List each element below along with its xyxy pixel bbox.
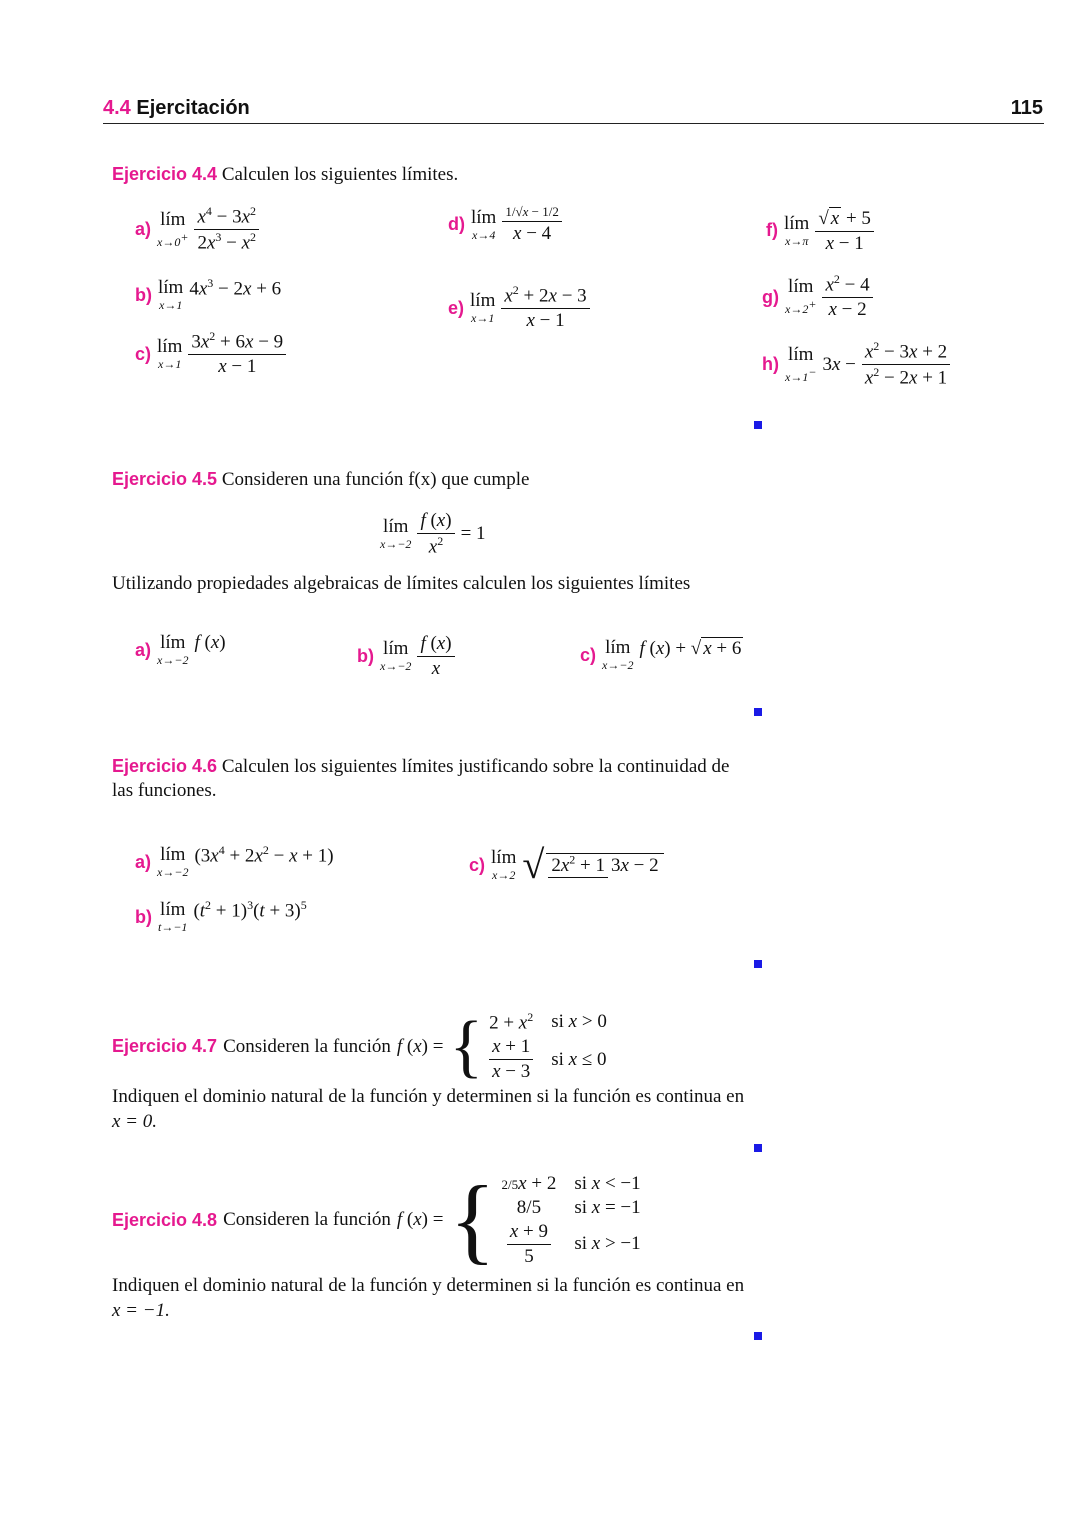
limit-operator: lím x→0+ <box>157 209 189 250</box>
display-equation: lím x→−2 $\frac{f (x)}{x^2}$ = 1 <box>380 510 486 558</box>
left-brace: { <box>449 1166 496 1273</box>
item-label: f) <box>766 220 778 241</box>
fraction: $\frac{x^4 - 3x^2}{2x^3 - x^2}$ <box>194 205 259 254</box>
left-brace: { <box>449 1007 484 1085</box>
exercise-4-4-item-a <box>135 205 259 254</box>
expression: $4x^3 - 2x + 6$ <box>189 275 282 300</box>
exercise-text: Indiquen el dominio natural de la función y determinen si la función es continua en <box>112 1086 745 1107</box>
exercise-intro: Consideren la función <box>223 1035 391 1057</box>
exercise-4-4-item-d <box>448 205 562 245</box>
limit-operator: lím x→1 <box>470 289 496 325</box>
exercise-intro-continued: las funciones. <box>112 780 217 801</box>
section-header <box>103 97 250 120</box>
header-rule <box>103 123 1044 124</box>
exercise-4-6-item-c: c) lím x→2 √ $2x^2 + 1$ 3x − 2 <box>469 845 664 885</box>
exercise-label: Ejercicio 4.8 <box>112 1209 218 1230</box>
item-label: b) <box>357 645 374 666</box>
exercise-intro: Consideren una función f(x) que cumple <box>221 469 530 490</box>
item-label: c) <box>469 854 486 875</box>
exercise-label: Ejercicio 4.4 <box>112 164 218 184</box>
end-of-exercise-mark <box>754 708 762 716</box>
item-label: h) <box>762 354 779 375</box>
limit-operator: lím x→1 <box>157 335 183 371</box>
exercise-4-5-item-c: c) lím x→−2 f (x) + √ x + 6 <box>580 637 742 672</box>
end-of-exercise-mark <box>754 421 762 429</box>
fraction: $\frac{3x^2 + 6x - 9}{x - 1}$ <box>188 330 286 378</box>
fraction: $2x^2 + 1$ 3x − 2 <box>546 853 663 877</box>
page-number: 115 <box>1010 97 1043 119</box>
item-label: a) <box>135 639 152 660</box>
item-label: c) <box>580 644 597 665</box>
limit-operator: lím x→−2 <box>157 844 189 879</box>
item-label: d) <box>448 214 465 235</box>
exercise-label: Ejercicio 4.7 <box>112 1036 218 1056</box>
item-label: a) <box>135 219 152 240</box>
exercise-4-4-item-e <box>448 284 590 332</box>
exercise-4-5-heading <box>112 469 529 491</box>
limit-operator: lím x→1 <box>158 277 184 312</box>
end-of-exercise-mark <box>754 1332 762 1340</box>
exercise-intro: Calculen los siguientes límites. <box>221 164 459 185</box>
limit-operator: lím x→2 <box>491 846 517 882</box>
exercise-4-4-item-h: h) lím x→1− 3x − $\frac{x^2 - 3x + 2}{x^2 - 2x + 1}$ <box>762 340 950 389</box>
exercise-4-7-heading: Ejercicio 4.7 Consideren la función f (x) = { $2 + x^2$ si x > 0 $\frac{x + 1}{x - 3}$ si x ≤ 0 <box>112 1007 607 1085</box>
exercise-intro: Consideren la función <box>223 1209 391 1230</box>
exercise-4-8-heading: Ejercicio 4.8 Consideren la función f (x) = { 2/5x + 2 si x < −1 8/5 si x = −1 $\frac{x + 9}{5}$ si x > −1 <box>112 1166 641 1273</box>
section-number: 4.4 <box>103 97 131 119</box>
fraction: $\frac{1/√x - 1/2}{x - 4}$ <box>502 205 561 245</box>
exercise-4-6-item-a: a) lím x→−2 $(3x^4 + 2x^2 - x + 1)$ <box>135 842 334 879</box>
limit-operator: lím x→−2 <box>157 632 189 667</box>
fraction: $\frac{x^2 - 4}{x - 2}$ <box>822 273 872 321</box>
exercise-text: Indiquen el dominio natural de la función y determinen si la función es continua en <box>112 1275 745 1296</box>
item-label: e) <box>448 297 465 318</box>
limit-operator: lím x→−2 <box>380 638 412 674</box>
end-of-exercise-mark <box>754 960 762 968</box>
end-of-exercise-mark <box>754 1144 762 1152</box>
exercise-4-4-item-b <box>135 275 282 312</box>
section-title: Ejercitación <box>136 97 250 119</box>
limit-operator: lím x→−2 <box>602 637 634 672</box>
fraction: $\frac{f (x)}{x^2}$ <box>417 510 454 558</box>
exercise-4-5-item-a: a) lím x→−2 f (x) <box>135 632 226 667</box>
exercise-4-4-heading <box>112 164 458 186</box>
limit-operator: lím x→2+ <box>785 276 817 317</box>
exercise-intro: Calculen los siguientes límites justificando sobre la continuidad de <box>221 756 730 777</box>
exercise-text-continued: x = −1. <box>112 1300 170 1321</box>
limit-operator: lím x→−2 <box>380 515 412 551</box>
exercise-4-4-item-f <box>766 207 874 255</box>
piecewise-definition: 2/5x + 2 si x < −1 8/5 si x = −1 $\frac{x + 9}{5}$ si x > −1 <box>501 1172 641 1267</box>
item-label: b) <box>135 284 152 305</box>
item-label: b) <box>135 906 152 927</box>
exercise-4-5-item-b <box>357 633 455 680</box>
exercise-label: Ejercicio 4.5 <box>112 469 218 489</box>
exercise-4-6-heading <box>112 756 729 778</box>
exercise-4-4-item-c <box>135 330 286 378</box>
piecewise-definition: $2 + x^2$ si x > 0 $\frac{x + 1}{x - 3}$ si x ≤ 0 <box>489 1010 607 1083</box>
fraction: $\frac{x^2 - 3x + 2}{x^2 - 2x + 1}$ <box>862 340 950 389</box>
exercise-4-4-item-g <box>762 273 873 321</box>
item-label: g) <box>762 286 779 307</box>
item-label: a) <box>135 851 152 872</box>
exercise-4-6-item-b: b) lím t→−1 $(t^2 + 1)^3(t + 3)^5$ <box>135 897 307 934</box>
exercise-text-continued: x = 0. <box>112 1111 158 1132</box>
fraction: $\frac{x^2 + 2x - 3}{x - 1}$ <box>501 284 589 332</box>
exercise-text: Utilizando propiedades algebraicas de límites calculen los siguientes límites <box>112 573 691 594</box>
limit-operator: lím t→−1 <box>158 899 188 934</box>
limit-operator: lím x→π <box>784 212 810 248</box>
exercise-label: Ejercicio 4.6 <box>112 756 218 776</box>
fraction: $\frac{√ x + 5}{x - 1}$ <box>815 207 874 255</box>
limit-operator: lím x→1− <box>785 344 817 385</box>
fraction: $\frac{f (x)}{x}$ <box>417 633 454 680</box>
limit-operator: lím x→4 <box>471 206 497 242</box>
item-label: c) <box>135 343 152 364</box>
